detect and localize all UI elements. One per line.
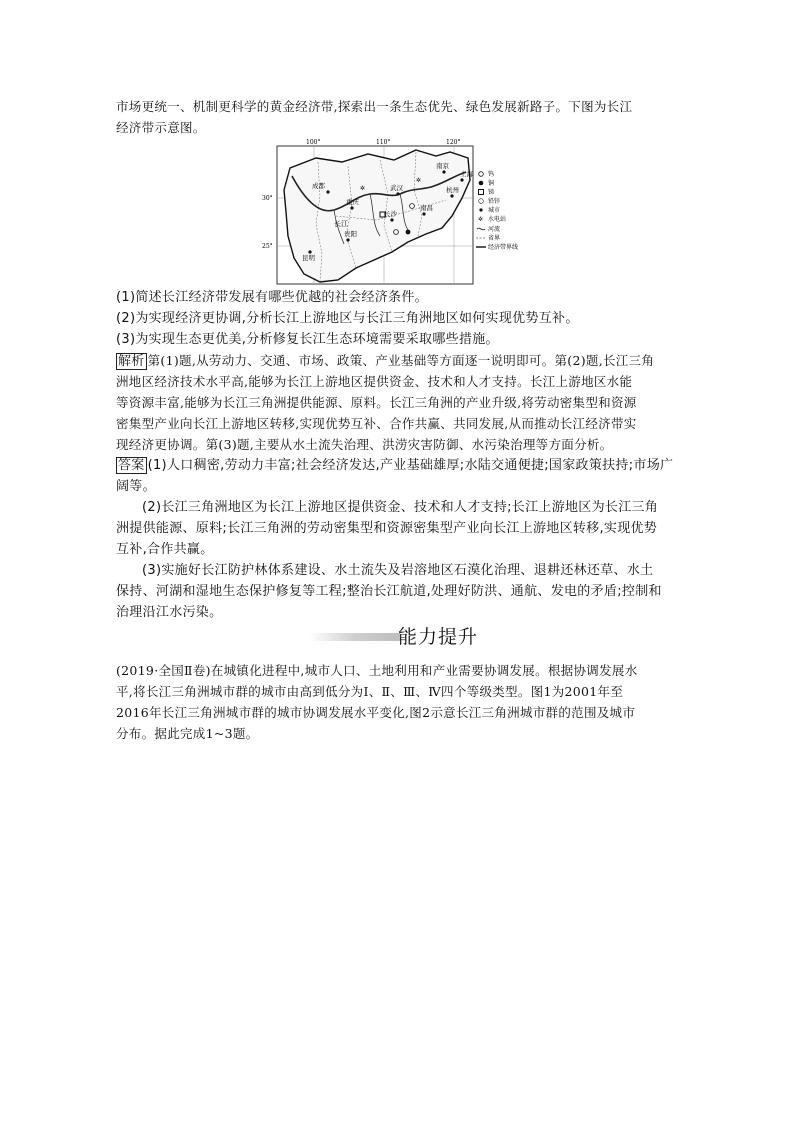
city-label: 昆明 xyxy=(302,254,315,262)
answer-line: 阔等。 xyxy=(116,479,156,494)
analysis-tag: 解析 xyxy=(118,354,145,369)
intro-line: 经济带示意图。 xyxy=(116,120,206,135)
legend-symbol xyxy=(479,172,484,177)
legend-label: 河流 xyxy=(488,226,501,233)
answer-tag: 答案 xyxy=(118,458,145,473)
analysis-line: 洲地区经济技术水平高,能够为长江上游地区提供资金、技术和人才支持。长江上游地区水能 xyxy=(116,374,633,389)
answer-line: (2)长江三角洲地区为长江上游地区提供资金、技术和人才支持;长江上游地区为长江三角 xyxy=(142,500,659,515)
legend-symbol xyxy=(479,199,484,204)
city-dot xyxy=(390,218,393,221)
legend-label: 铅锌 xyxy=(488,198,501,205)
copper-symbol xyxy=(406,230,411,235)
legend-symbol xyxy=(479,208,482,211)
answer-line: 互补,合作共赢。 xyxy=(116,542,214,557)
city-label: 南昌 xyxy=(420,204,433,212)
yangtze-economic-belt-map xyxy=(262,136,540,286)
problem-line: (2019·全国Ⅱ卷)在城镇化进程中,城市人口、土地利用和产业需要协调发展。根据协调发展水 xyxy=(116,663,638,678)
lon-label: 100° xyxy=(306,139,321,146)
section-heading-bar xyxy=(310,633,400,641)
intro-paragraph xyxy=(116,96,682,138)
city-label: 成都 xyxy=(312,182,325,190)
legend-label: 水电站 xyxy=(488,216,507,223)
legend-label: 钨 xyxy=(488,171,495,178)
legend-symbol: ✲ xyxy=(478,216,484,223)
answer-line: 洲提供能源、原料;长江三角洲的劳动密集型和资源密集型产业向长江上游地区转移,实现优势 xyxy=(116,521,658,536)
legend-label: 锑 xyxy=(488,189,495,196)
lat-label: 25° xyxy=(262,243,273,250)
city-dot xyxy=(396,192,399,195)
legend-label: 城市 xyxy=(488,207,501,214)
legend-label: 省界 xyxy=(488,235,501,242)
section-title: 能力提升 xyxy=(398,626,479,648)
city-label: 贵阳 xyxy=(344,230,357,238)
analysis-line: 密集型产业向长江上游地区转移,实现优势互补、合作共赢、共同发展,从而推动长江经济带实 xyxy=(116,416,637,431)
lat-label: 30° xyxy=(262,195,273,202)
city-dot xyxy=(346,238,349,241)
city-dot xyxy=(326,190,329,193)
legend-label: 铜 xyxy=(488,180,495,187)
city-dot xyxy=(422,212,425,215)
map-legend xyxy=(476,170,518,251)
legend-symbol xyxy=(479,181,484,186)
legend-symbol xyxy=(479,190,484,195)
city-label: 杭州 xyxy=(446,186,459,194)
city-label: 南京 xyxy=(436,162,449,170)
problem-stem xyxy=(116,660,682,744)
legend-label: 经济带界线 xyxy=(488,244,519,251)
city-dot xyxy=(442,170,445,173)
intro-line: 市场更统一、机制更科学的黄金经济带,探索出一条生态优先、绿色发展新路子。下图为长江 xyxy=(116,99,633,114)
question-item: (1)简述长江经济带发展有哪些优越的社会经济条件。 xyxy=(116,290,428,305)
question-list xyxy=(116,287,682,350)
city-label: 重庆 xyxy=(346,198,359,206)
city-label: 长沙 xyxy=(384,210,397,218)
city-dot xyxy=(350,206,353,209)
hydropower-symbol: ✲ xyxy=(416,177,422,184)
hydropower-symbol: ✲ xyxy=(360,185,366,192)
question-item: (2)为实现经济更协调,分析长江上游地区与长江三角洲地区如何实现优势互补。 xyxy=(116,311,579,326)
question-item: (3)为实现生态更优美,分析修复长江生态环境需要采取哪些措施。 xyxy=(116,332,499,347)
analysis-block xyxy=(116,350,682,455)
lon-label: 120° xyxy=(446,139,461,146)
city-dot xyxy=(450,194,453,197)
lon-label: 110° xyxy=(376,139,391,146)
answer-block xyxy=(116,455,682,623)
analysis-line: 现经济更协调。第(3)题,主要从水土流失治理、洪涝灾害防御、水污染治理等方面分析。 xyxy=(116,437,613,452)
city-label: 武汉 xyxy=(390,184,403,192)
problem-line: 2016年长江三角洲城市群的城市协调发展水平变化,图2示意长江三角洲城市群的范围及城市 xyxy=(116,705,636,720)
problem-line: 平,将长江三角洲城市群的城市由高到低分为Ⅰ、Ⅱ、Ⅲ、Ⅳ四个等级类型。图1为2001年至 xyxy=(116,684,624,699)
answer-line: (1)人口稠密,劳动力丰富;社会经济发达,产业基础雄厚;水陆交通便捷;国家政策扶持;市场广 xyxy=(147,458,674,473)
river-label: 长江 xyxy=(334,220,348,228)
analysis-line: 第(1)题,从劳动力、交通、市场、政策、产业基础等方面逐一说明即可。第(2)题,长江三角 xyxy=(147,353,655,368)
answer-line: 保持、河湖和湿地生态保护修复等工程;整治长江航道,处理好防洪、通航、发电的矛盾;控制和 xyxy=(116,584,662,599)
problem-line: 分布。据此完成1~3题。 xyxy=(116,726,259,741)
city-label: 上海 xyxy=(460,170,473,178)
section-heading xyxy=(310,624,630,650)
answer-line: (3)实施好长江防护林体系建设、水土流失及岩溶地区石漠化治理、退耕还林还草、水土 xyxy=(142,563,654,578)
answer-line: 治理沿江水污染。 xyxy=(116,605,223,620)
analysis-line: 等资源丰富,能够为长江三角洲提供能源、原料。长江三角洲的产业升级,将劳动密集型和资源 xyxy=(116,395,637,410)
city-dot xyxy=(460,178,463,181)
legend-symbol xyxy=(477,228,485,230)
